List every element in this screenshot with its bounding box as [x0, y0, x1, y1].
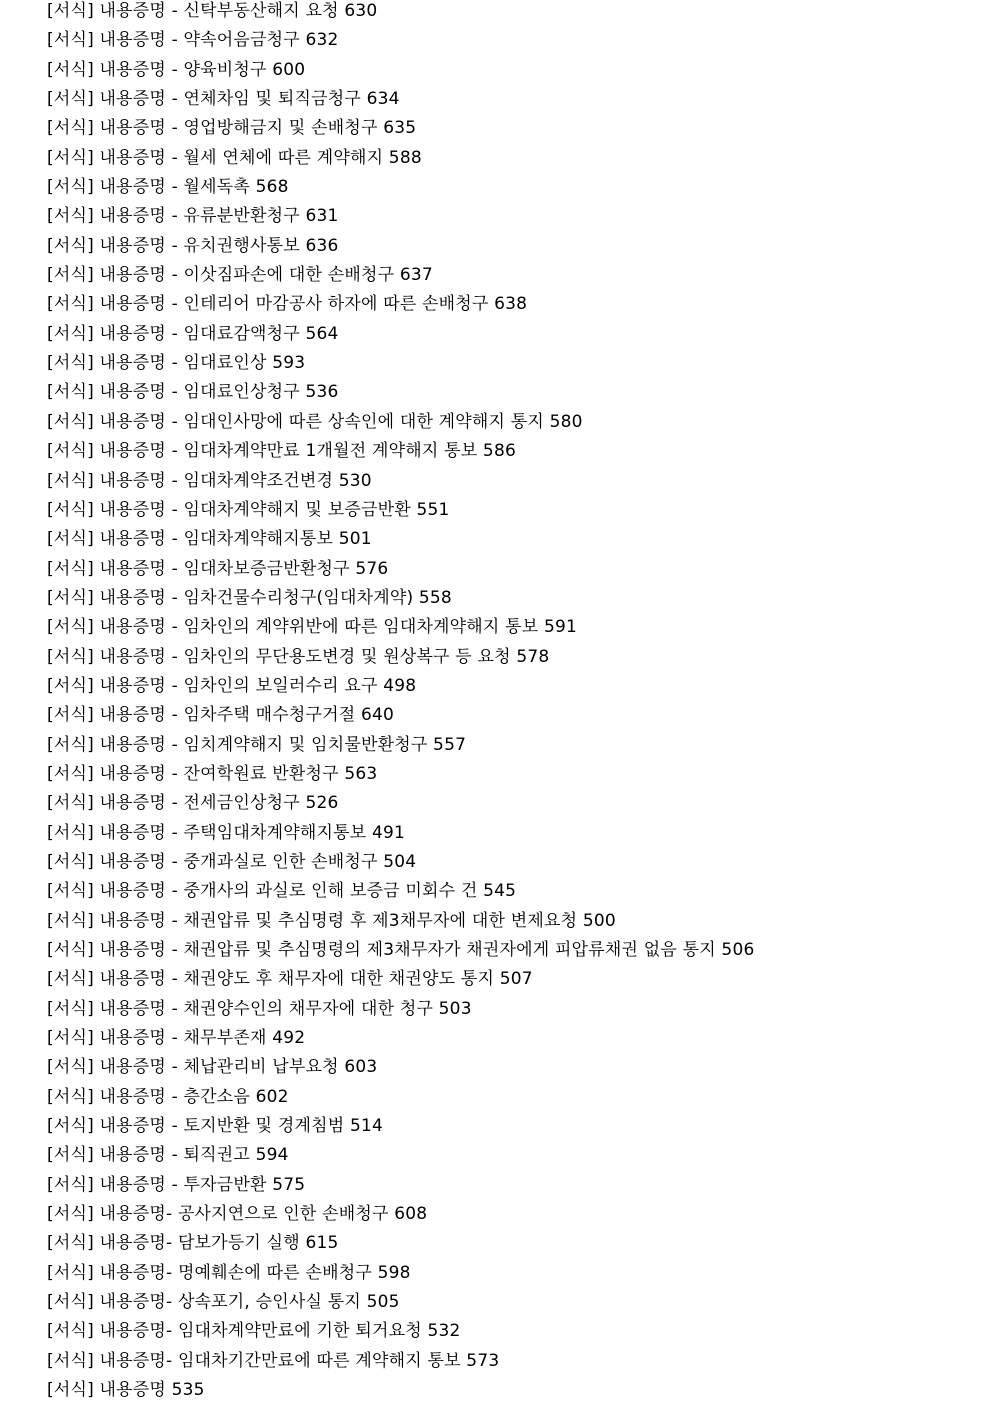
list-item: [서식] 내용증명 - 임차인의 계약위반에 따른 임대차계약해지 통보 591 [47, 617, 578, 638]
list-item: [서식] 내용증명- 임대차계약만료에 기한 퇴거요청 532 [47, 1321, 461, 1342]
list-item: [서식] 내용증명 - 투자금반환 575 [47, 1174, 306, 1195]
list-item: [서식] 내용증명 - 임차인의 무단용도변경 및 원상복구 등 요청 578 [47, 646, 550, 667]
list-item: [서식] 내용증명 - 영업방해금지 및 손배청구 635 [47, 118, 417, 139]
list-item: [서식] 내용증명- 임대차기간만료에 따른 계약해지 통보 573 [47, 1350, 500, 1371]
list-item: [서식] 내용증명 - 유류분반환청구 631 [47, 206, 339, 227]
list-item: [서식] 내용증명 - 월세독촉 568 [47, 177, 289, 198]
list-item: [서식] 내용증명- 담보가등기 실행 615 [47, 1233, 339, 1254]
list-item: [서식] 내용증명 - 채권압류 및 추심명령 후 제3채무자에 대한 변제요청 500 [47, 910, 616, 931]
list-item: [서식] 내용증명 - 퇴직권고 594 [47, 1145, 289, 1166]
list-item: [서식] 내용증명 - 양육비청구 600 [47, 59, 306, 80]
list-item: [서식] 내용증명 - 인테리어 마감공사 하자에 따른 손배청구 638 [47, 294, 528, 315]
list-item: [서식] 내용증명 - 중개과실로 인한 손배청구 504 [47, 851, 417, 872]
list-item: [서식] 내용증명 - 토지반환 및 경계침범 514 [47, 1116, 383, 1137]
list-item: [서식] 내용증명 - 임대료인상청구 536 [47, 382, 339, 403]
list-item: [서식] 내용증명 - 주택임대차계약해지통보 491 [47, 822, 406, 843]
list-item: [서식] 내용증명 - 신탁부동산해지 요청 630 [47, 1, 378, 21]
list-item: [서식] 내용증명 - 체납관리비 납부요청 603 [47, 1057, 378, 1078]
list-item: [서식] 내용증명 - 채무부존재 492 [47, 1028, 306, 1049]
list-item: [서식] 내용증명 - 임대료감액청구 564 [47, 323, 339, 344]
list-item: [서식] 내용증명 - 월세 연체에 따른 계약해지 588 [47, 147, 422, 168]
list-item: [서식] 내용증명 - 이삿짐파손에 대한 손배청구 637 [47, 265, 433, 286]
list-item: [서식] 내용증명 - 임차인의 보일러수리 요구 498 [47, 675, 417, 696]
list-item: [서식] 내용증명- 명예훼손에 따른 손배청구 598 [47, 1262, 411, 1283]
list-item: [서식] 내용증명 - 약속어음금청구 632 [47, 30, 339, 51]
document-list [47, 0, 977, 1409]
list-item: [서식] 내용증명 - 층간소음 602 [47, 1086, 289, 1107]
list-item: [서식] 내용증명 - 임대인사망에 따른 상속인에 대한 계약해지 통지 580 [47, 411, 583, 432]
list-item: [서식] 내용증명- 상속포기, 승인사실 통지 505 [47, 1292, 400, 1313]
list-item: [서식] 내용증명 - 연체차임 및 퇴직금청구 634 [47, 89, 400, 110]
list-item: [서식] 내용증명- 공사지연으로 인한 손배청구 608 [47, 1204, 428, 1225]
list-item: [서식] 내용증명 - 임차건물수리청구(임대차계약) 558 [47, 587, 452, 608]
list-item: [서식] 내용증명 - 채권압류 및 추심명령의 제3채무자가 채권자에게 피압류채권 없음 통지 506 [47, 940, 755, 960]
list-item: [서식] 내용증명 - 임대차계약조건변경 530 [47, 470, 372, 491]
list-item: [서식] 내용증명 - 전세금인상청구 526 [47, 793, 339, 814]
list-item: [서식] 내용증명 - 임대차계약만료 1개월전 계약해지 통보 586 [47, 441, 516, 462]
list-item: [서식] 내용증명 - 임대차계약해지 및 보증금반환 551 [47, 499, 450, 520]
list-item: [서식] 내용증명 - 임차주택 매수청구거절 640 [47, 705, 395, 726]
list-item: [서식] 내용증명 - 잔여학원료 반환청구 563 [47, 763, 378, 784]
list-item: [서식] 내용증명 - 채권양도 후 채무자에 대한 채권양도 통지 507 [47, 969, 533, 990]
list-item: [서식] 내용증명 535 [47, 1380, 205, 1401]
list-item: [서식] 내용증명 - 임대차보증금반환청구 576 [47, 558, 389, 579]
list-item: [서식] 내용증명 - 채권양수인의 채무자에 대한 청구 503 [47, 998, 472, 1019]
list-item: [서식] 내용증명 - 임대차계약해지통보 501 [47, 529, 372, 550]
list-item: [서식] 내용증명 - 임치계약해지 및 임치물반환청구 557 [47, 734, 467, 755]
list-item: [서식] 내용증명 - 중개사의 과실로 인해 보증금 미회수 건 545 [47, 881, 517, 902]
list-item: [서식] 내용증명 - 임대료인상 593 [47, 353, 306, 374]
list-item: [서식] 내용증명 - 유치권행사통보 636 [47, 235, 339, 256]
